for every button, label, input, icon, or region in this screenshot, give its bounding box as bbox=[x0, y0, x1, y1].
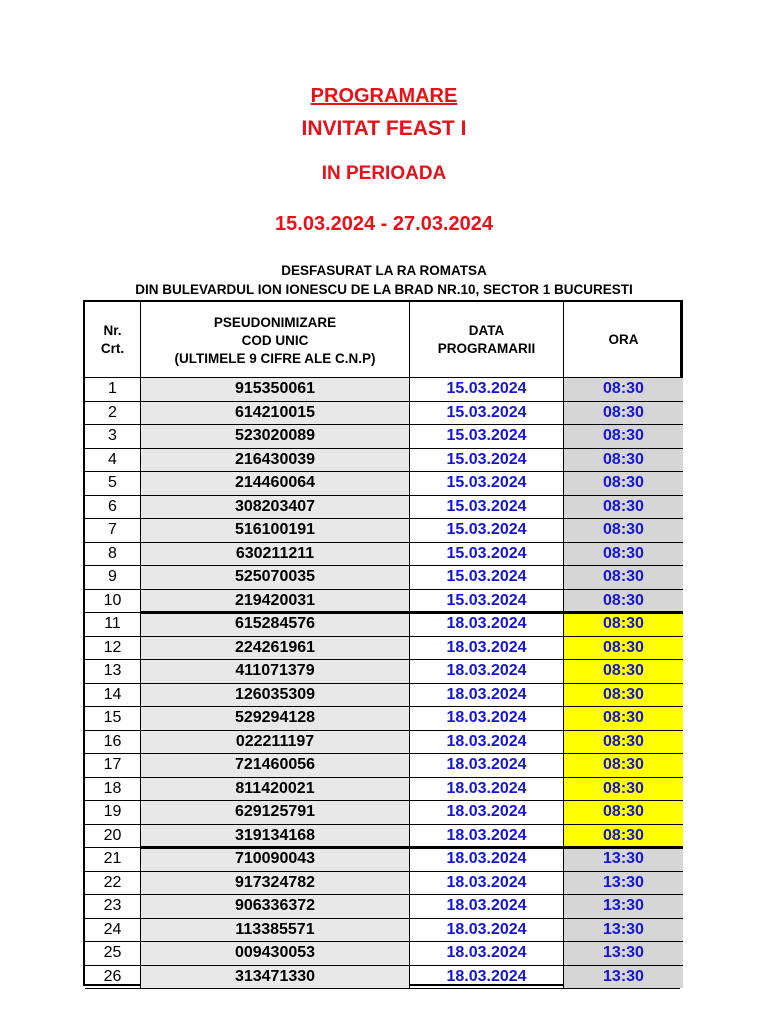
table-header-row bbox=[85, 302, 680, 378]
row-number: 6 bbox=[85, 496, 141, 519]
row-number: 25 bbox=[85, 942, 141, 965]
row-number: 9 bbox=[85, 566, 141, 589]
row-cod-unic: 710090043 bbox=[141, 848, 410, 871]
table-row bbox=[85, 872, 680, 896]
row-cod-unic: 319134168 bbox=[141, 825, 410, 848]
row-cod-unic: 915350061 bbox=[141, 378, 410, 401]
table-row bbox=[85, 895, 680, 919]
row-number: 15 bbox=[85, 707, 141, 730]
row-ora: 08:30 bbox=[564, 543, 683, 566]
table-row bbox=[85, 684, 680, 708]
column-header-cod-line2: COD UNIC bbox=[241, 333, 309, 348]
row-cod-unic: 614210015 bbox=[141, 402, 410, 425]
row-cod-unic: 219420031 bbox=[141, 590, 410, 613]
row-data-programarii: 15.03.2024 bbox=[410, 402, 564, 425]
row-data-programarii: 18.03.2024 bbox=[410, 801, 564, 824]
row-cod-unic: 113385571 bbox=[141, 919, 410, 942]
table-row bbox=[85, 543, 680, 567]
table-row bbox=[85, 566, 680, 590]
row-ora: 08:30 bbox=[564, 566, 683, 589]
column-header-nr bbox=[85, 302, 141, 378]
table-row bbox=[85, 801, 680, 825]
row-number: 13 bbox=[85, 660, 141, 683]
table-row bbox=[85, 472, 680, 496]
row-data-programarii: 18.03.2024 bbox=[410, 966, 564, 989]
row-cod-unic: 629125791 bbox=[141, 801, 410, 824]
table-row bbox=[85, 825, 680, 849]
row-ora: 13:30 bbox=[564, 942, 683, 965]
row-data-programarii: 18.03.2024 bbox=[410, 684, 564, 707]
row-ora: 08:30 bbox=[564, 402, 683, 425]
row-cod-unic: 126035309 bbox=[141, 684, 410, 707]
row-cod-unic: 917324782 bbox=[141, 872, 410, 895]
row-cod-unic: 529294128 bbox=[141, 707, 410, 730]
row-number: 26 bbox=[85, 966, 141, 989]
row-ora: 08:30 bbox=[564, 378, 683, 401]
row-ora: 13:30 bbox=[564, 966, 683, 989]
title-date-interval: 15.03.2024 - 27.03.2024 bbox=[275, 213, 493, 235]
schedule-table bbox=[83, 300, 683, 986]
row-data-programarii: 18.03.2024 bbox=[410, 637, 564, 660]
table-row bbox=[85, 613, 680, 637]
row-cod-unic: 009430053 bbox=[141, 942, 410, 965]
row-ora: 08:30 bbox=[564, 449, 683, 472]
title-invitat: INVITAT FEAST I bbox=[301, 117, 467, 140]
table-row bbox=[85, 590, 680, 614]
row-data-programarii: 18.03.2024 bbox=[410, 707, 564, 730]
row-number: 19 bbox=[85, 801, 141, 824]
table-row bbox=[85, 731, 680, 755]
table-row bbox=[85, 519, 680, 543]
row-ora: 13:30 bbox=[564, 895, 683, 918]
column-header-cod-line1: PSEUDONIMIZARE bbox=[213, 315, 337, 330]
row-cod-unic: 630211211 bbox=[141, 543, 410, 566]
column-header-nr-line1: Nr. bbox=[103, 323, 122, 338]
column-header-cod bbox=[141, 302, 410, 378]
row-cod-unic: 906336372 bbox=[141, 895, 410, 918]
row-number: 10 bbox=[85, 590, 141, 613]
row-cod-unic: 523020089 bbox=[141, 425, 410, 448]
row-number: 3 bbox=[85, 425, 141, 448]
row-data-programarii: 18.03.2024 bbox=[410, 778, 564, 801]
row-cod-unic: 525070035 bbox=[141, 566, 410, 589]
row-number: 18 bbox=[85, 778, 141, 801]
row-number: 14 bbox=[85, 684, 141, 707]
row-number: 2 bbox=[85, 402, 141, 425]
table-row bbox=[85, 496, 680, 520]
row-cod-unic: 615284576 bbox=[141, 613, 410, 636]
row-number: 17 bbox=[85, 754, 141, 777]
row-cod-unic: 811420021 bbox=[141, 778, 410, 801]
table-row bbox=[85, 378, 680, 402]
row-cod-unic: 411071379 bbox=[141, 660, 410, 683]
table-row bbox=[85, 449, 680, 473]
row-number: 4 bbox=[85, 449, 141, 472]
table-row bbox=[85, 848, 680, 872]
row-ora: 08:30 bbox=[564, 613, 683, 636]
row-ora: 08:30 bbox=[564, 707, 683, 730]
row-data-programarii: 18.03.2024 bbox=[410, 872, 564, 895]
row-number: 20 bbox=[85, 825, 141, 848]
row-cod-unic: 516100191 bbox=[141, 519, 410, 542]
row-data-programarii: 15.03.2024 bbox=[410, 590, 564, 613]
row-ora: 08:30 bbox=[564, 754, 683, 777]
row-data-programarii: 15.03.2024 bbox=[410, 566, 564, 589]
row-ora: 08:30 bbox=[564, 519, 683, 542]
row-number: 22 bbox=[85, 872, 141, 895]
column-header-nr-line2: Crt. bbox=[100, 341, 125, 356]
row-number: 5 bbox=[85, 472, 141, 495]
row-cod-unic: 721460056 bbox=[141, 754, 410, 777]
row-data-programarii: 18.03.2024 bbox=[410, 942, 564, 965]
table-row bbox=[85, 778, 680, 802]
row-data-programarii: 18.03.2024 bbox=[410, 754, 564, 777]
row-data-programarii: 15.03.2024 bbox=[410, 543, 564, 566]
row-cod-unic: 022211197 bbox=[141, 731, 410, 754]
row-cod-unic: 224261961 bbox=[141, 637, 410, 660]
column-header-ora-label: ORA bbox=[608, 332, 639, 347]
row-data-programarii: 18.03.2024 bbox=[410, 731, 564, 754]
row-data-programarii: 15.03.2024 bbox=[410, 519, 564, 542]
row-ora: 08:30 bbox=[564, 825, 683, 848]
row-data-programarii: 18.03.2024 bbox=[410, 848, 564, 871]
row-data-programarii: 15.03.2024 bbox=[410, 378, 564, 401]
row-number: 1 bbox=[85, 378, 141, 401]
title-programare: PROGRAMARE bbox=[310, 85, 458, 107]
row-data-programarii: 18.03.2024 bbox=[410, 825, 564, 848]
title-perioada: IN PERIOADA bbox=[321, 163, 447, 184]
column-header-cod-line3: (ULTIMELE 9 CIFRE ALE C.N.P) bbox=[174, 351, 376, 366]
location-line-1: DESFASURAT LA RA ROMATSA bbox=[281, 263, 487, 278]
row-ora: 13:30 bbox=[564, 872, 683, 895]
row-data-programarii: 18.03.2024 bbox=[410, 660, 564, 683]
table-row bbox=[85, 660, 680, 684]
row-data-programarii: 18.03.2024 bbox=[410, 613, 564, 636]
row-ora: 08:30 bbox=[564, 778, 683, 801]
row-number: 8 bbox=[85, 543, 141, 566]
row-ora: 08:30 bbox=[564, 684, 683, 707]
row-data-programarii: 15.03.2024 bbox=[410, 449, 564, 472]
row-ora: 08:30 bbox=[564, 660, 683, 683]
column-header-data bbox=[410, 302, 564, 378]
table-row bbox=[85, 425, 680, 449]
row-number: 21 bbox=[85, 848, 141, 871]
row-number: 12 bbox=[85, 637, 141, 660]
row-data-programarii: 18.03.2024 bbox=[410, 895, 564, 918]
row-ora: 08:30 bbox=[564, 731, 683, 754]
group-separator bbox=[141, 846, 683, 849]
row-ora: 08:30 bbox=[564, 496, 683, 519]
table-row bbox=[85, 637, 680, 661]
row-ora: 13:30 bbox=[564, 848, 683, 871]
row-cod-unic: 313471330 bbox=[141, 966, 410, 989]
row-cod-unic: 214460064 bbox=[141, 472, 410, 495]
row-ora: 08:30 bbox=[564, 472, 683, 495]
column-header-data-line1: DATA bbox=[468, 323, 505, 338]
row-ora: 08:30 bbox=[564, 590, 683, 613]
location-line-2: DIN BULEVARDUL ION IONESCU DE LA BRAD NR.10, SECTOR 1 BUCURESTI bbox=[135, 282, 633, 297]
row-ora: 08:30 bbox=[564, 801, 683, 824]
table-row bbox=[85, 754, 680, 778]
row-ora: 13:30 bbox=[564, 919, 683, 942]
row-data-programarii: 15.03.2024 bbox=[410, 496, 564, 519]
row-data-programarii: 15.03.2024 bbox=[410, 425, 564, 448]
column-header-ora bbox=[564, 302, 683, 378]
table-row bbox=[85, 966, 680, 990]
row-number: 7 bbox=[85, 519, 141, 542]
table-row bbox=[85, 707, 680, 731]
row-data-programarii: 15.03.2024 bbox=[410, 472, 564, 495]
row-cod-unic: 216430039 bbox=[141, 449, 410, 472]
row-data-programarii: 18.03.2024 bbox=[410, 919, 564, 942]
row-number: 11 bbox=[85, 613, 141, 636]
row-ora: 08:30 bbox=[564, 637, 683, 660]
column-header-data-line2: PROGRAMARII bbox=[437, 341, 536, 356]
row-ora: 08:30 bbox=[564, 425, 683, 448]
row-number: 16 bbox=[85, 731, 141, 754]
table-row bbox=[85, 402, 680, 426]
row-cod-unic: 308203407 bbox=[141, 496, 410, 519]
row-number: 23 bbox=[85, 895, 141, 918]
table-row bbox=[85, 942, 680, 966]
table-row bbox=[85, 919, 680, 943]
group-separator bbox=[141, 611, 683, 614]
row-number: 24 bbox=[85, 919, 141, 942]
